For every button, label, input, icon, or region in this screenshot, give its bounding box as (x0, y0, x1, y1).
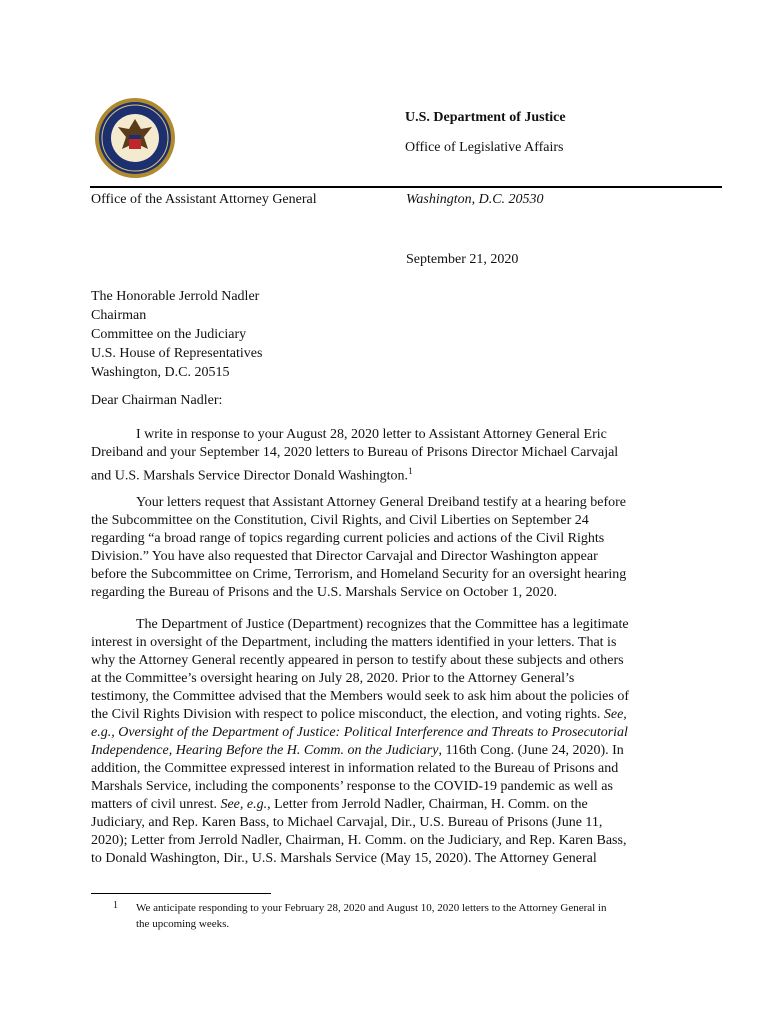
paragraph-3 (91, 616, 671, 868)
paragraph-line: at the Committee’s oversight hearing on July 28, 2020. Prior to the Attorney General’s (91, 671, 575, 686)
recipient-line: Chairman (91, 308, 147, 323)
paragraph-line: Your letters request that Assistant Attorney General Dreiband testify at a hearing before (136, 495, 626, 510)
paragraph-line: before the Subcommittee on Crime, Terrorism, and Homeland Security for an oversight hearing (91, 567, 627, 582)
footnote-line: We anticipate responding to your February 28, 2020 and August 10, 2020 letters to the Attorney General in (136, 902, 607, 914)
paragraph-line: Judiciary, and Rep. Karen Bass, to Michael Carvajal, Dir., U.S. Bureau of Prisons (June 11, (91, 815, 603, 830)
paragraph-line: Division.” You have also requested that Director Carvajal and Director Washington appear (91, 549, 598, 564)
citation-signal: See, (603, 707, 627, 722)
paragraph-line: I write in response to your August 28, 2020 letter to Assistant Attorney General Eric (136, 427, 607, 442)
recipient-line: Washington, D.C. 20515 (91, 365, 230, 380)
paragraph-line: regarding “a broad range of topics regarding current policies and actions of the Civil Rights (91, 531, 605, 546)
paragraph-line: to Donald Washington, Dir., U.S. Marshals Service (May 15, 2020). The Attorney General (91, 851, 597, 866)
paragraph-line: The Department of Justice (Department) recognizes that the Committee has a legitimate (136, 617, 629, 632)
footnote-rule (91, 893, 271, 894)
letter-date: September 21, 2020 (406, 252, 519, 267)
paragraph-line: addition, the Committee expressed interest in information related to the Bureau of Prisons and (91, 761, 619, 776)
footnote-number: 1 (113, 900, 118, 911)
paragraph-line (91, 706, 671, 724)
paragraph-line: Dreiband and your September 14, 2020 letters to Bureau of Prisons Director Michael Carvajal (91, 445, 619, 460)
paragraph-line (91, 796, 671, 814)
paragraph-text: , Letter from Jerrold Nadler, Chairman, H. Comm. on the (267, 797, 588, 812)
paragraph-1 (91, 426, 671, 486)
recipient-line: Committee on the Judiciary (91, 327, 247, 342)
paragraph-line: 2020); Letter from Jerrold Nadler, Chairman, H. Comm. on the Judiciary, and Rep. Karen Bass, (91, 833, 627, 848)
paragraph-line: regarding the Bureau of Prisons and the U.S. Marshals Service on October 1, 2020. (91, 585, 558, 600)
office-address: Washington, D.C. 20530 (406, 192, 544, 207)
footnote (91, 900, 691, 932)
header-rule (90, 186, 722, 188)
paragraph-text: matters of civil unrest. (91, 797, 221, 812)
doj-seal-logo (94, 97, 176, 179)
paragraph-text: , 116th Cong. (June 24, 2020). In (438, 743, 624, 758)
footnote-line: the upcoming weeks. (136, 918, 230, 930)
sub-office-name: Office of the Assistant Attorney General (91, 192, 317, 207)
paragraph-line: the Subcommittee on the Constitution, Civil Rights, and Civil Liberties on September 24 (91, 513, 589, 528)
paragraph-line: interest in oversight of the Department, including the matters identified in your letters. That is (91, 635, 617, 650)
citation-line: e.g., Oversight of the Department of Justice: Political Interference and Threats to Prosecutorial (91, 725, 628, 740)
paragraph-text: and U.S. Marshals Service Director Donald Washington. (91, 468, 409, 484)
paragraph-2 (91, 494, 671, 602)
paragraph-line: why the Attorney General recently appeared in person to testify about these subjects and others (91, 653, 624, 668)
recipient-line: U.S. House of Representatives (91, 346, 263, 361)
citation-signal: See, e.g. (220, 797, 268, 812)
recipient-line: The Honorable Jerrold Nadler (91, 289, 260, 304)
paragraph-line (91, 742, 671, 760)
footnote-reference: 1 (408, 466, 413, 476)
paragraph-line: testimony, the Committee advised that the Members would seek to ask him about the policies of (91, 689, 629, 704)
paragraph-line: Marshals Service, including the components’ response to the COVID-19 pandemic as well as (91, 779, 613, 794)
citation-title: Independence, Hearing Before the H. Comm. on the Judiciary (91, 743, 439, 758)
office-name: Office of Legislative Affairs (405, 140, 564, 155)
department-name: U.S. Department of Justice (405, 110, 566, 125)
paragraph-text: the Civil Rights Division with respect to police misconduct, the election, and voting rights. (91, 707, 604, 722)
salutation: Dear Chairman Nadler: (91, 393, 223, 408)
paragraph-line (91, 462, 671, 486)
recipient-address (91, 287, 262, 382)
